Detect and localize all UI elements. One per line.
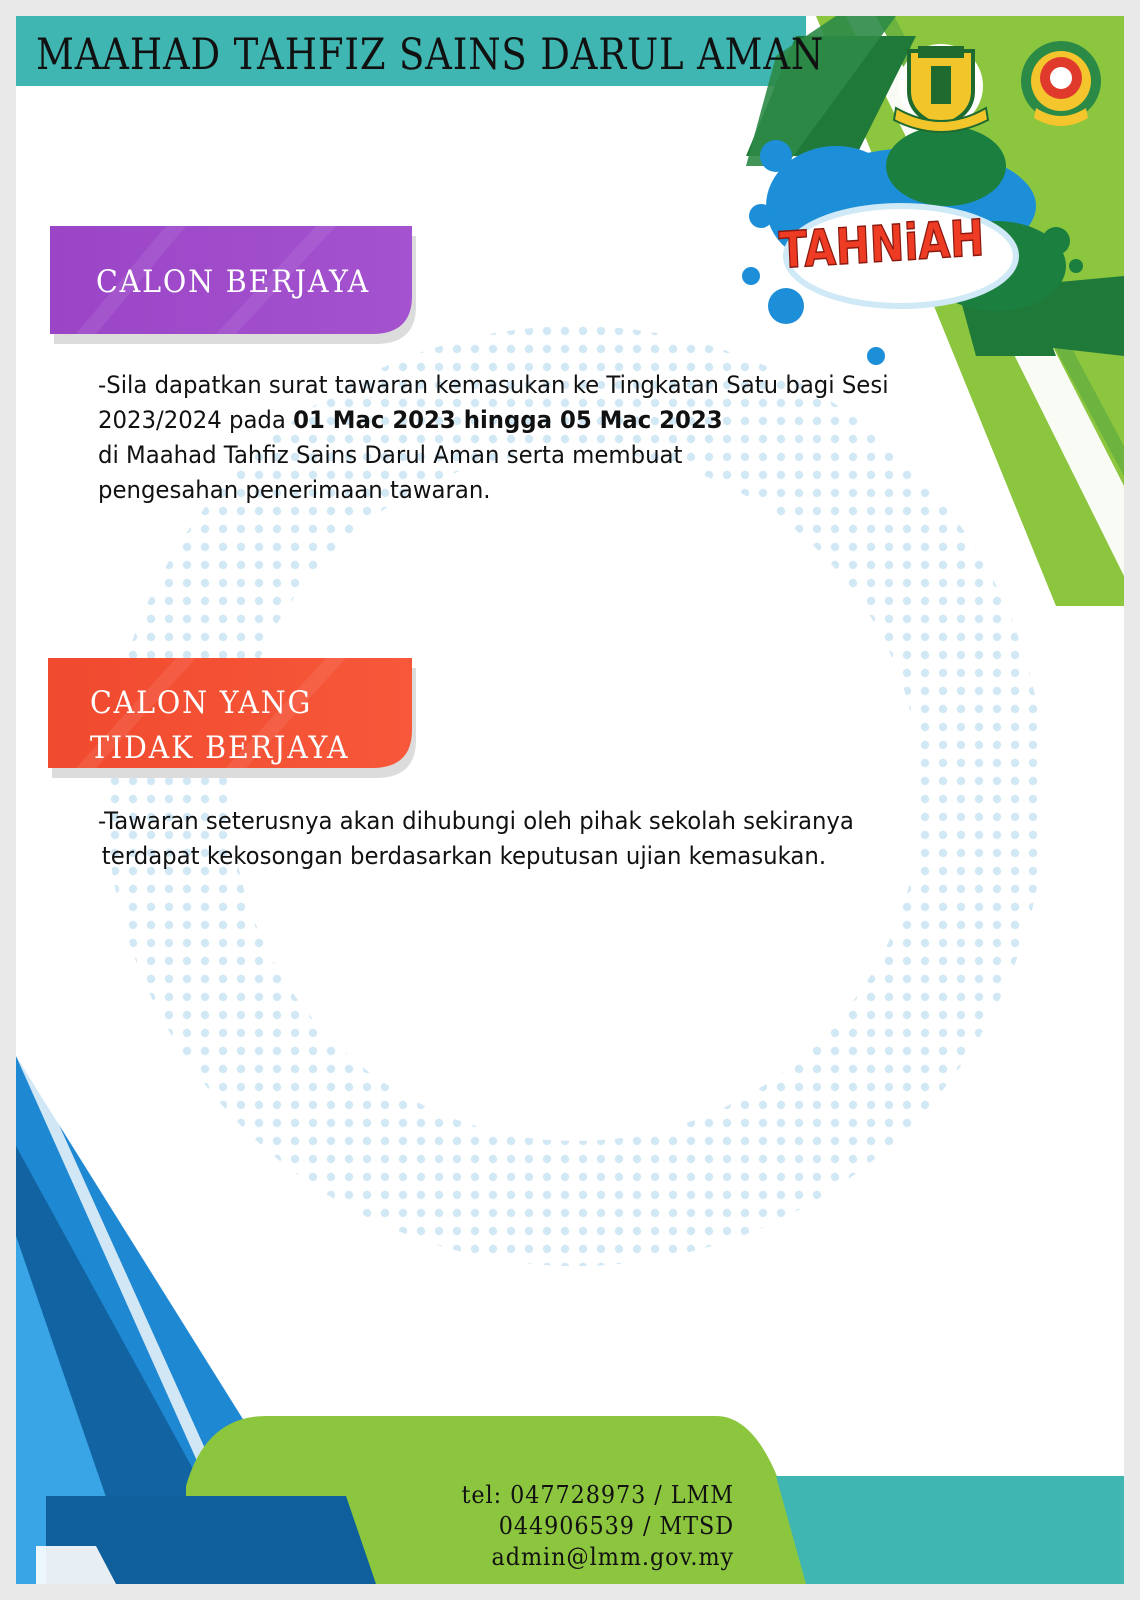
school-crest-logo (894, 44, 988, 132)
tahniah-badge: TAHNiAH (778, 208, 986, 280)
success-text-line1: -Sila dapatkan surat tawaran kemasukan ke Tingkatan Satu bagi Sesi (98, 371, 889, 399)
unsuccessful-text-line2: terdapat kekosongan berdasarkan keputusan ujian kemasukan. (101, 842, 827, 870)
unsuccessful-heading-line2: TIDAK BERJAYA (90, 730, 350, 766)
success-text-line2 (98, 403, 889, 438)
email-link[interactable]: admin@lmm.gov.my (491, 1543, 734, 1571)
unsuccessful-text-line1: -Tawaran seterusnya akan dihubungi oleh pihak sekolah sekiranya (98, 807, 854, 835)
unsuccessful-heading (90, 681, 349, 771)
unsuccessful-text (98, 804, 854, 874)
tel-line-2: 044906539 / MTSD (498, 1512, 734, 1540)
success-dates: 01 Mac 2023 hingga 05 Mac 2023 (293, 406, 723, 434)
success-heading: CALON BERJAYA (96, 264, 371, 300)
poster (16, 16, 1124, 1584)
tel-line: tel: 047728973 / LMM (461, 1481, 734, 1509)
success-text-line3: di Maahad Tahfiz Sains Darul Aman serta membuat (98, 441, 683, 469)
success-text-line4: pengesahan penerimaan tawaran. (98, 476, 491, 504)
unsuccessful-heading-line1: CALON YANG (90, 685, 313, 721)
page-title: MAAHAD TAHFIZ SAINS DARUL AMAN (36, 30, 825, 80)
success-text (98, 368, 889, 508)
success-year: 2023/2024 pada (98, 406, 294, 434)
contact-block (461, 1480, 734, 1573)
